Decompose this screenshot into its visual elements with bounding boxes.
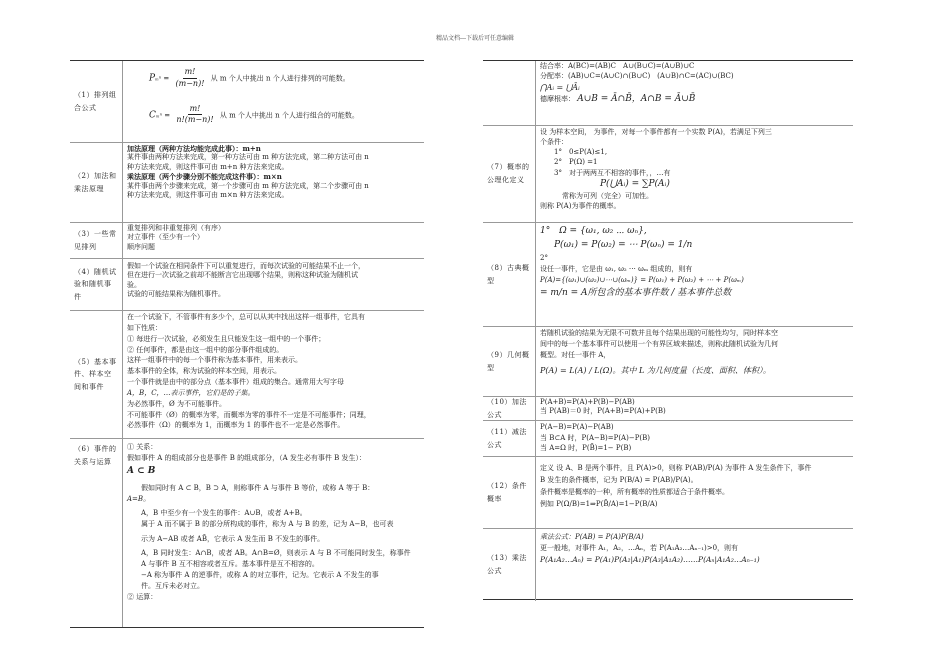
row-axiom <box>483 126 853 223</box>
left-table <box>70 60 424 628</box>
text-line: 3° 对于两两互不相容的事件，，…有 <box>554 168 671 177</box>
row-label: （11）减法公式 <box>483 421 536 456</box>
row-body <box>123 143 424 222</box>
row-classic <box>483 223 853 327</box>
row-addition <box>483 397 853 421</box>
text-line: 设任一事件，它是由 ω₁, ω₂ ⋯ ωₘ 组成的，则有 <box>540 264 693 273</box>
text-line: 这样一组事件中的每一个事件称为基本事件，用来表示。 <box>127 356 302 365</box>
text-line: ① 关系： <box>127 443 158 451</box>
row-label: （7）概率的公理化定义 <box>483 126 536 222</box>
row-label <box>483 61 536 125</box>
fraction: $\frac{m!}{n!(m-n)!}$ <box>176 103 214 125</box>
text-line: 验。 <box>127 280 141 289</box>
text-line: 2° P(Ω) =1 <box>554 158 598 167</box>
row-label: （5）基本事件、样本空间和事件 <box>70 311 123 438</box>
text-line: 件。互斥未必对立。 <box>141 582 204 591</box>
row-body <box>536 457 853 528</box>
text-line: 不可能事件（Ø）的概率为零，而概率为零的事件不一定是不可能事件；同理， <box>127 410 371 419</box>
row-body <box>536 61 853 125</box>
text-line: A，B，C，…表示事件，它们是的子集。 <box>127 388 255 397</box>
row-label: （6）事件的关系与运算 <box>70 439 123 627</box>
text-line: 在一个试验下，不管事件有多少个，总可以从其中找出这样一组事件，它具有 <box>127 313 365 321</box>
row-body <box>536 223 853 326</box>
text-line: 属于 A 而不属于 B 的部分所构成的事件，称为 A 与 B 的差，记为 A−B，也可表 <box>141 520 394 529</box>
formula-line: ⋂Aᵢ = ⋃Āᵢ <box>540 82 580 92</box>
text-line: 重复排列和非重复排列（有序） <box>127 224 225 232</box>
formula-line: P(A)={(ω₁)∪(ω₂)∪⋯∪(ωₘ)} = P(ω₁) + P(ω₂) + ⋯ + P(ωₘ) <box>540 276 744 285</box>
text-line: A=B。 <box>127 494 151 503</box>
row-subtraction <box>483 421 853 457</box>
formula-line: P(ω₁) = P(ω₂) = ⋯ P(ωₙ) = 1/n <box>554 240 693 251</box>
text-line: 更一般地，对事件 A₁，A₂，…Aₙ，若 P(A₁A₂…Aₙ₋₁)>0，则有 <box>540 544 739 553</box>
perm-formula: Pₘⁿ = $\frac{m!}{(m-n)!}$ 从 m 个人中挑出 n 个人进行排列的可能数。 <box>149 67 350 88</box>
text-line: A，B 同时发生：A∩B，或者 AB。A∩B=Ø，则表示 A 与 B 不可能同时发生，称事件 <box>141 548 411 557</box>
row-basic <box>70 311 424 439</box>
row-add-mul <box>70 143 424 223</box>
row-label: （13）乘法公式 <box>483 529 536 601</box>
text-line: 某件事由两种方法来完成，第一种方法可由 m 种方法完成，第二种方法可由 n <box>127 153 369 162</box>
row-label: （10）加法公式 <box>483 397 536 420</box>
text-line: 试验的可能结果称为随机事件。 <box>127 290 225 299</box>
text-line: 则称 P(A)为事件的概率。 <box>540 201 621 210</box>
text-line: ① 每进行一次试验，必须发生且只能发生这一组中的一个事件； <box>127 334 326 343</box>
text-line: 定义 设 A、B 是两个事件，且 P(A)>0，则称 P(AB)/P(A) 为事件 A 发生条件下，事件 <box>540 464 812 472</box>
text-line: 假如同时有 A ⊂ B，B ⊃ A，则称事件 A 与事件 B 等价，或称 A 等于 B： <box>141 483 375 492</box>
row-common <box>70 223 424 259</box>
row-operations <box>483 61 853 126</box>
text-line: 假如一个试验在相同条件下可以重复进行，而每次试验的可能结果不止一个， <box>127 262 365 270</box>
text-line: 条件概率是概率的一种，所有概率的性质都适合于条件概率。 <box>540 487 729 496</box>
text-line: 某件事由两个步骤来完成，第一个步骤可由 m 种方法完成，第二个步骤可由 n <box>127 181 369 190</box>
row-body <box>123 223 424 258</box>
text-line: 当 A=Ω 时，P(B̄)=1− P(B) <box>540 444 632 452</box>
row-body <box>123 439 424 627</box>
text-line: 常称为可列（完全）可加性。 <box>562 191 653 200</box>
row-label: （4）随机试验和随机事件 <box>70 259 123 310</box>
text-line: −A 称为事件 A 的逆事件，或称 A 的对立事件，记为。它表示 A 不发生的事 <box>141 571 379 580</box>
fraction: $\frac{m!}{(m-n)!}$ <box>175 67 205 88</box>
row-label: （9）几何概型 <box>483 327 536 396</box>
row-relation <box>70 439 424 627</box>
text-line: 例如 P(Ω/B)=1⇒P(B̄/A)=1−P(B/A) <box>540 499 658 508</box>
text-line: 若随机试验的结果为无限不可数并且每个结果出现的可能性均匀，同时样本空 <box>540 329 778 337</box>
text-line: 当 B⊂A 时，P(A−B)=P(A)−P(B) <box>540 433 651 442</box>
row-label: （3）一些常见排列 <box>70 223 123 258</box>
text-line: 如下性质： <box>127 323 162 332</box>
text-line: 顺序问题 <box>127 242 155 251</box>
text-line: 加法原理（两种方法均能完成此事）：m+n <box>127 144 261 153</box>
formula-line: 乘法公式：P(AB) = P(A)P(B/A) <box>540 533 644 541</box>
row-multiplication <box>483 529 853 601</box>
comb-formula: Cₘⁿ = $\frac{m!}{n!(m-n)!}$ 从 m 个人中挑出 n 个人进行组合的可能数。 <box>149 103 359 125</box>
text-line: P(A+B)=P(A)+P(B)−P(AB) <box>540 398 635 406</box>
row-body <box>123 61 424 142</box>
text-line: 德摩根率： A∪B = Ā∩B̄，A∩B = Ā∪B̄ <box>540 93 696 104</box>
text-line: A，B 中至少有一个发生的事件：A∪B，或者 A+B。 <box>141 509 307 518</box>
text-line: 乘法原理（两个步骤分别不能完成这件事）：m×n <box>127 172 282 182</box>
row-random <box>70 259 424 311</box>
row-body <box>536 126 853 222</box>
formula-line: 1° Ω = {ω₁, ω₂ ⋯ ωₙ}, <box>540 226 647 236</box>
text-line: A 与事件 B 互不相容或者互斥。基本事件是互不相容的。 <box>141 559 319 568</box>
formula-line: A ⊂ B <box>127 466 156 477</box>
text-line: 对立事件（至少有一个） <box>127 233 204 242</box>
text-line: 种方法来完成，则这件事可由 m×n 种方法来完成。 <box>127 191 289 200</box>
text-line: ② 任何事件，都是由这一组中的部分事件组成的。 <box>127 345 284 354</box>
text-line: 结合率：A(BC)=(AB)C A∪(B∪C)=(A∪B)∪C <box>540 62 695 70</box>
row-body <box>536 327 853 396</box>
text-line: 为必然事件，Ø 为不可能事件。 <box>127 399 226 408</box>
formula-line: P(A) = L(A) / L(Ω)。其中 L 为几何度量（长度、面积、体积）。 <box>540 365 771 375</box>
text-line: 示为 A−AB 或者 AB̄，它表示 A 发生而 B 不发生的事件。 <box>141 534 325 543</box>
text-line: 间中的每一个基本事件可以使用一个有界区域来描述，则称此随机试验为几何 <box>540 340 778 349</box>
row-label: （8）古典概型 <box>483 223 536 326</box>
text-line: 但在进行一次试验之前却不能断言它出现哪个结果，则称这种试验为随机试 <box>127 271 358 280</box>
row-body <box>536 529 853 601</box>
row-permutation <box>70 61 424 143</box>
text-line: 个条件： <box>540 138 568 147</box>
formula-line: = m/n = A所包含的基本事件数 / 基本事件总数 <box>540 288 732 299</box>
row-body <box>536 397 853 420</box>
text-line: 基本事件的全体，称为试验的样本空间，用表示。 <box>127 367 281 376</box>
text-line: 设 为样本空间， 为事件，对每一个事件都有一个实数 P(A)，若满足下列三 <box>540 128 772 136</box>
text-line: 种方法来完成，则这件事可由 m+n 种方法来完成。 <box>127 162 289 171</box>
text-line: 一个事件就是由中的部分点（基本事件）组成的集合。通常用大写字母 <box>127 378 344 387</box>
text-line: 分配率：(AB)∪C=(A∪C)∩(B∪C) (A∪B)∩C=(AC)∪(BC) <box>540 71 734 80</box>
row-body <box>536 421 853 456</box>
text-line: 当 P(AB)＝0 时，P(A+B)=P(A)+P(B) <box>540 407 666 416</box>
text-line: P(A−B)=P(A)−P(AB) <box>540 423 614 431</box>
row-body <box>123 311 424 438</box>
row-label: （2）加法和乘法原理 <box>70 143 123 222</box>
text-line: 必然事件（Ω）的概率为 1，而概率为 1 的事件也不一定是必然事件。 <box>127 421 345 430</box>
text-line: B 发生的条件概率，记为 P(B/A) = P(AB)/P(A)。 <box>540 475 698 484</box>
right-table <box>483 60 853 600</box>
text-line: 假如事件 A 的组成部分也是事件 B 的组成部分，（A 发生必有事件 B 发生）： <box>127 454 366 463</box>
row-label: （12）条件概率 <box>483 457 536 528</box>
row-label: （1）排列组合公式 <box>70 61 123 142</box>
text-line: 概型。对任一事件 A， <box>540 351 611 360</box>
row-conditional <box>483 457 853 529</box>
text-line: ② 运算： <box>127 593 158 602</box>
text-line: 1° 0≤P(A)≤1, <box>554 148 608 157</box>
formula-line: P(⋃Aᵢ) = ∑P(Aᵢ) <box>600 178 670 189</box>
formula-line: P(A₁A₂…Aₙ) = P(A₁)P(A₂|A₁)P(A₃|A₁A₂)……P(Aₙ|A₁A₂…Aₙ₋₁) <box>540 555 760 565</box>
row-body <box>123 259 424 310</box>
text-line: 2° <box>540 253 548 262</box>
page-header: 精品文档---下载后可任意编辑 <box>435 35 515 42</box>
row-geometric <box>483 327 853 397</box>
